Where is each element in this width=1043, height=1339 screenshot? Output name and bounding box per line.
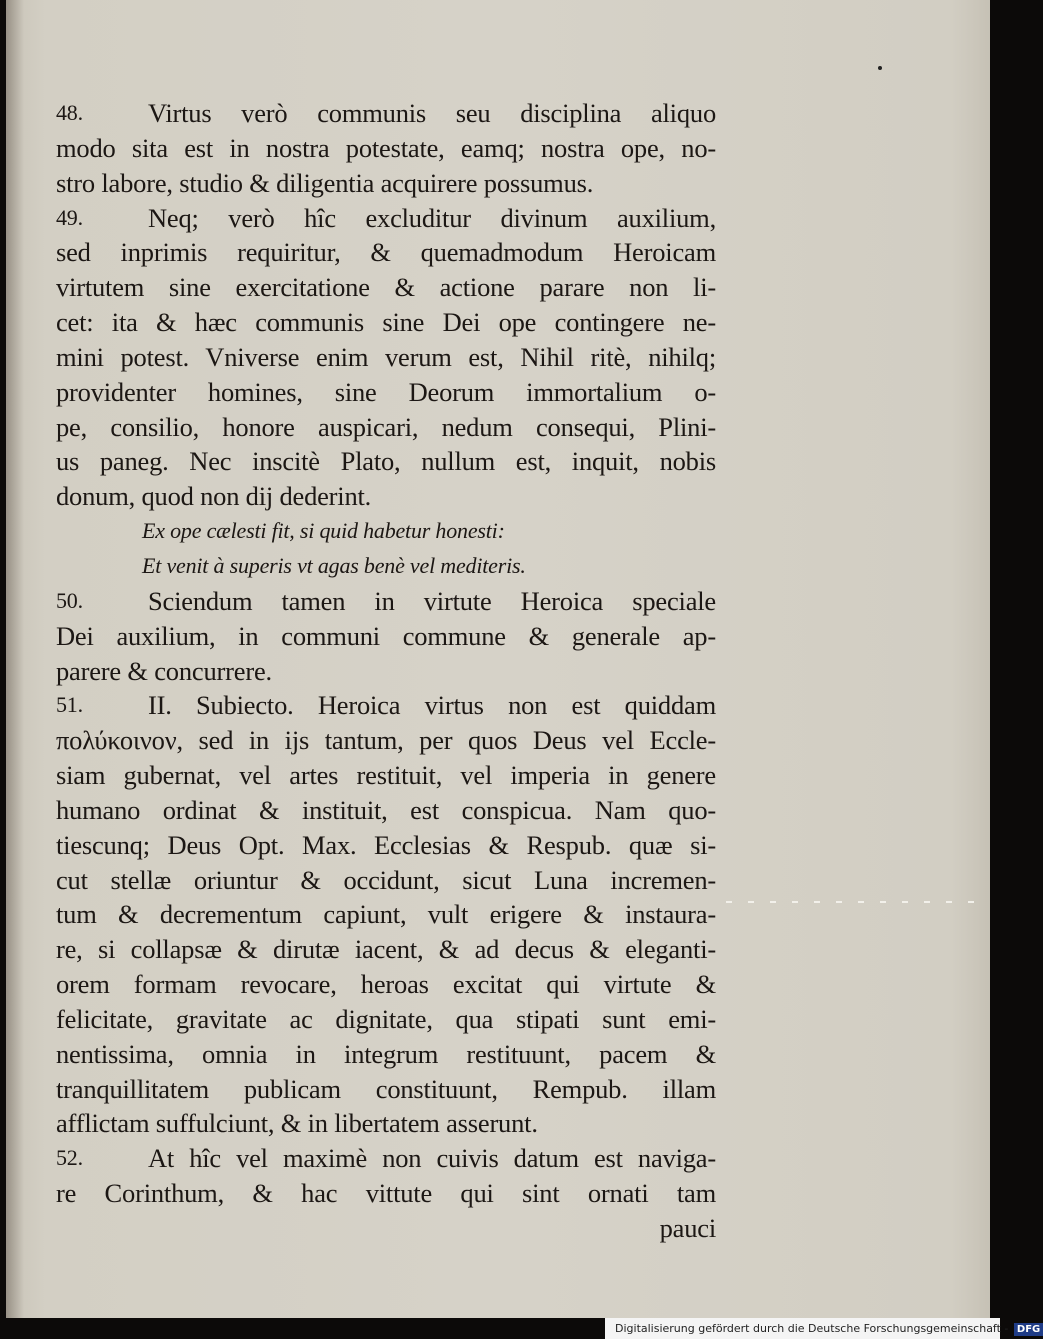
text-line: donum, quod non dij dederint. bbox=[56, 481, 372, 512]
text-line: tiescunq; Deus Opt. Max. Ecclesias & Respub. quæ si- bbox=[56, 829, 716, 860]
text-line: afflictam suffulciunt, & in libertatem asserunt. bbox=[56, 1108, 538, 1139]
page-text bbox=[56, 96, 716, 1246]
footer-credit: Digitalisierung gefördert durch die Deutsche Forschungsgemeinschaft - bbox=[615, 1322, 1009, 1335]
line-text: II. Subiecto. Heroica virtus non est quiddam bbox=[148, 690, 716, 721]
line-text: At hîc vel maximè non cuivis datum est naviga- bbox=[148, 1143, 716, 1174]
text-line: Dei auxilium, in communi commune & generale ap- bbox=[56, 620, 716, 651]
text-line: cet: ita & hæc communis sine Dei ope contingere ne- bbox=[56, 307, 716, 338]
line-text: Virtus verò communis seu disciplina aliquo bbox=[148, 98, 716, 128]
line-text: Neq; verò hîc excluditur divinum auxilium, bbox=[148, 202, 716, 233]
dfg-logo[interactable]: DFG bbox=[1014, 1323, 1043, 1336]
digitization-footer bbox=[605, 1318, 1041, 1339]
line-text: Sciendum tamen in virtute Heroica speciale bbox=[148, 585, 716, 616]
paragraph-line bbox=[56, 584, 716, 619]
section-number: 49. bbox=[56, 204, 83, 230]
text-line: nentissima, omnia in integrum restituunt, pacem & bbox=[56, 1038, 716, 1069]
text-line: orem formam revocare, heroas excitat qui virtute & bbox=[56, 969, 716, 1000]
text-line: tranquillitatem publicam constituunt, Rempub. illam bbox=[56, 1073, 716, 1104]
text-line: re, si collapsæ & dirutæ iacent, & ad decus & eleganti- bbox=[56, 934, 716, 965]
text-line: modo sita est in nostra potestate, eamq; nostra ope, no- bbox=[56, 132, 716, 163]
text-line: sed inprimis requiritur, & quemadmodum Heroicam bbox=[56, 237, 716, 268]
section-number: 48. bbox=[56, 100, 83, 125]
text-line: mini potest. Vniverse enim verum est, Nihil ritè, nihilq; bbox=[56, 341, 716, 372]
verse-line: Ex ope cælesti fit, si quid habetur honesti: bbox=[142, 518, 505, 544]
section-number: 52. bbox=[56, 1145, 83, 1171]
scan-artifact-dots bbox=[726, 901, 990, 903]
text-line: virtutem sine exercitatione & actione parare non li- bbox=[56, 272, 716, 303]
text-line: humano ordinat & instituit, est conspicua. Nam quo- bbox=[56, 794, 716, 825]
paragraph-line bbox=[56, 96, 716, 131]
page-edge-shadow bbox=[6, 0, 24, 1318]
paragraph-line bbox=[56, 688, 716, 723]
text-line: providenter homines, sine Deorum immortalium o- bbox=[56, 376, 716, 407]
section-number: 50. bbox=[56, 587, 83, 613]
verse-line: Et venit à superis vt agas benè vel mediteris. bbox=[142, 552, 526, 578]
text-line: parere & concurrere. bbox=[56, 655, 272, 686]
text-line: felicitate, gravitate ac dignitate, qua stipati sunt emi- bbox=[56, 1003, 716, 1034]
section-number: 51. bbox=[56, 692, 83, 718]
catchword: pauci bbox=[659, 1213, 716, 1243]
text-line: tum & decrementum capiunt, vult erigere & instaura- bbox=[56, 899, 716, 930]
paragraph-line bbox=[56, 1141, 716, 1176]
text-line: siam gubernat, vel artes restituit, vel imperia in genere bbox=[56, 760, 716, 791]
text-line: stro labore, studio & diligentia acquirere possumus. bbox=[56, 167, 594, 198]
paragraph-line bbox=[56, 201, 716, 236]
text-line: πολύκοινον, sed in ijs tantum, per quos Deus vel Eccle- bbox=[56, 725, 716, 756]
text-line: cut stellæ oriuntur & occidunt, sicut Luna incremen- bbox=[56, 864, 716, 895]
text-line: pe, consilio, honore auspicari, nedum consequi, Plini- bbox=[56, 411, 716, 442]
ink-speck bbox=[878, 66, 882, 70]
text-line: re Corinthum, & hac vittute qui sint ornati tam bbox=[56, 1178, 716, 1209]
book-page bbox=[6, 0, 990, 1318]
text-line: us paneg. Nec inscitè Plato, nullum est, inquit, nobis bbox=[56, 446, 716, 477]
